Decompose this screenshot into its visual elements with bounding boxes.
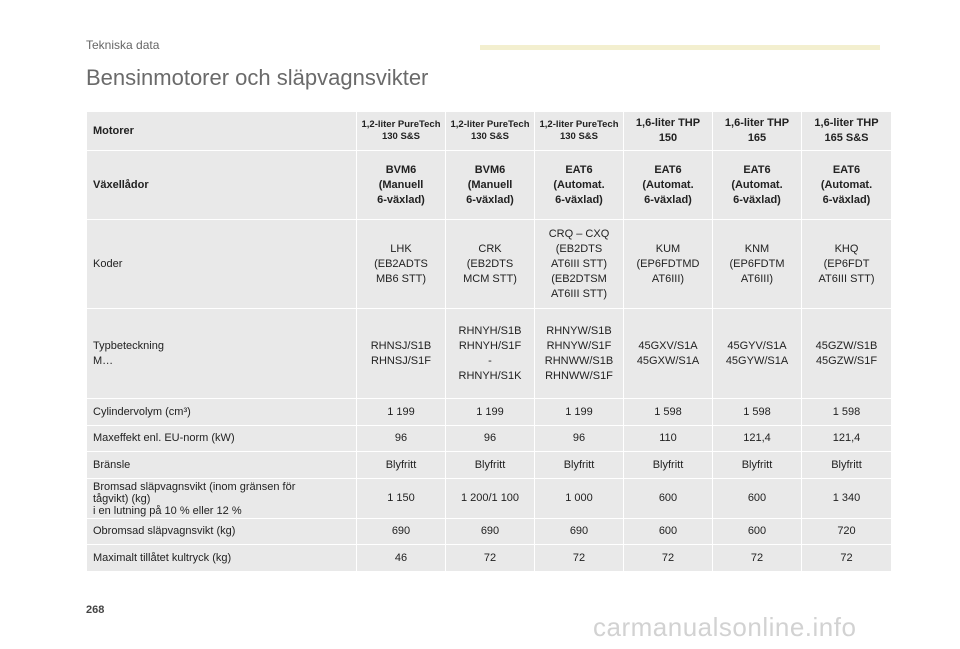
label-kultryck: Maximalt tillåtet kultryck (kg) (87, 545, 357, 572)
watermark-text: carmanualsonline.info (593, 612, 857, 642)
row-bromsad (87, 479, 892, 519)
row-obromsad (87, 519, 892, 545)
row-motorer (87, 112, 892, 151)
cell-koder-4: KUM (EP6FDTMD AT6III) (624, 220, 713, 309)
label-maxeffekt: Maxeffekt enl. EU-norm (kW) (87, 426, 357, 452)
cell-cylindervolym-1: 1 199 (357, 399, 446, 426)
cell-cylindervolym-5: 1 598 (713, 399, 802, 426)
cell-kultryck-3: 72 (535, 545, 624, 572)
cell-obromsad-6: 720 (802, 519, 892, 545)
cell-bromsad-2: 1 200/1 100 (446, 479, 535, 519)
label-bromsad: Bromsad släpvagnsvikt (inom gränsen för tågvikt) (kg) i en lutning på 10 % eller 12 % (87, 479, 357, 519)
cell-bransle-1: Blyfritt (357, 452, 446, 479)
row-maxeffekt (87, 426, 892, 452)
cell-typbeteckning-2: RHNYH/S1B RHNYH/S1F - RHNYH/S1K (446, 309, 535, 399)
label-koder: Koder (87, 220, 357, 309)
cell-obromsad-5: 600 (713, 519, 802, 545)
section-label: Tekniska data (86, 38, 160, 52)
cell-maxeffekt-3: 96 (535, 426, 624, 452)
cell-cylindervolym-2: 1 199 (446, 399, 535, 426)
cell-typbeteckning-6: 45GZW/S1B 45GZW/S1F (802, 309, 892, 399)
cell-vaxellada-5: EAT6 (Automat. 6-växlad) (713, 151, 802, 220)
cell-typbeteckning-5: 45GYV/S1A 45GYW/S1A (713, 309, 802, 399)
label-vaxellador: Växellådor (87, 151, 357, 220)
cell-vaxellada-3: EAT6 (Automat. 6-växlad) (535, 151, 624, 220)
cell-kultryck-4: 72 (624, 545, 713, 572)
cell-obromsad-1: 690 (357, 519, 446, 545)
cell-koder-1: LHK (EB2ADTS MB6 STT) (357, 220, 446, 309)
cell-motor-6: 1,6-liter THP 165 S&S (802, 112, 892, 151)
cell-vaxellada-4: EAT6 (Automat. 6-växlad) (624, 151, 713, 220)
cell-motor-4: 1,6-liter THP 150 (624, 112, 713, 151)
cell-maxeffekt-4: 110 (624, 426, 713, 452)
cell-bromsad-3: 1 000 (535, 479, 624, 519)
cell-bromsad-1: 1 150 (357, 479, 446, 519)
cell-motor-1: 1,2-liter PureTech 130 S&S (357, 112, 446, 151)
cell-koder-6: KHQ (EP6FDT AT6III STT) (802, 220, 892, 309)
row-kultryck (87, 545, 892, 572)
cell-obromsad-3: 690 (535, 519, 624, 545)
label-bransle: Bränsle (87, 452, 357, 479)
cell-typbeteckning-3: RHNYW/S1B RHNYW/S1F RHNWW/S1B RHNWW/S1F (535, 309, 624, 399)
cell-maxeffekt-2: 96 (446, 426, 535, 452)
cell-koder-2: CRK (EB2DTS MCM STT) (446, 220, 535, 309)
cell-koder-5: KNM (EP6FDTM AT6III) (713, 220, 802, 309)
cell-obromsad-2: 690 (446, 519, 535, 545)
cell-bransle-4: Blyfritt (624, 452, 713, 479)
row-typbeteckning (87, 309, 892, 399)
cell-maxeffekt-6: 121,4 (802, 426, 892, 452)
cell-motor-2: 1,2-liter PureTech 130 S&S (446, 112, 535, 151)
cell-cylindervolym-3: 1 199 (535, 399, 624, 426)
row-cylindervolym (87, 399, 892, 426)
cell-bransle-6: Blyfritt (802, 452, 892, 479)
cell-bromsad-5: 600 (713, 479, 802, 519)
cell-bromsad-6: 1 340 (802, 479, 892, 519)
cell-bromsad-4: 600 (624, 479, 713, 519)
cell-motor-5: 1,6-liter THP 165 (713, 112, 802, 151)
specification-table (86, 111, 892, 572)
label-obromsad: Obromsad släpvagnsvikt (kg) (87, 519, 357, 545)
page-number: 268 (86, 604, 105, 616)
label-cylindervolym: Cylindervolym (cm³) (87, 399, 357, 426)
cell-bransle-2: Blyfritt (446, 452, 535, 479)
cell-kultryck-1: 46 (357, 545, 446, 572)
cell-bransle-3: Blyfritt (535, 452, 624, 479)
row-bransle (87, 452, 892, 479)
cell-maxeffekt-5: 121,4 (713, 426, 802, 452)
cell-cylindervolym-4: 1 598 (624, 399, 713, 426)
label-typbeteckning: Typbeteckning M… (87, 309, 357, 399)
cell-koder-3: CRQ – CXQ (EB2DTS AT6III STT) (EB2DTSM AT6III STT) (535, 220, 624, 309)
row-vaxellador (87, 151, 892, 220)
cell-kultryck-6: 72 (802, 545, 892, 572)
page-title: Bensinmotorer och släpvagnsvikter (86, 65, 429, 90)
cell-kultryck-5: 72 (713, 545, 802, 572)
header-accent-bar (480, 45, 880, 50)
cell-typbeteckning-1: RHNSJ/S1B RHNSJ/S1F (357, 309, 446, 399)
cell-motor-3: 1,2-liter PureTech 130 S&S (535, 112, 624, 151)
label-motorer: Motorer (87, 112, 357, 151)
cell-vaxellada-6: EAT6 (Automat. 6-växlad) (802, 151, 892, 220)
cell-vaxellada-1: BVM6 (Manuell 6-växlad) (357, 151, 446, 220)
cell-obromsad-4: 600 (624, 519, 713, 545)
cell-bransle-5: Blyfritt (713, 452, 802, 479)
cell-kultryck-2: 72 (446, 545, 535, 572)
cell-cylindervolym-6: 1 598 (802, 399, 892, 426)
cell-vaxellada-2: BVM6 (Manuell 6-växlad) (446, 151, 535, 220)
cell-maxeffekt-1: 96 (357, 426, 446, 452)
cell-typbeteckning-4: 45GXV/S1A 45GXW/S1A (624, 309, 713, 399)
row-koder (87, 220, 892, 309)
